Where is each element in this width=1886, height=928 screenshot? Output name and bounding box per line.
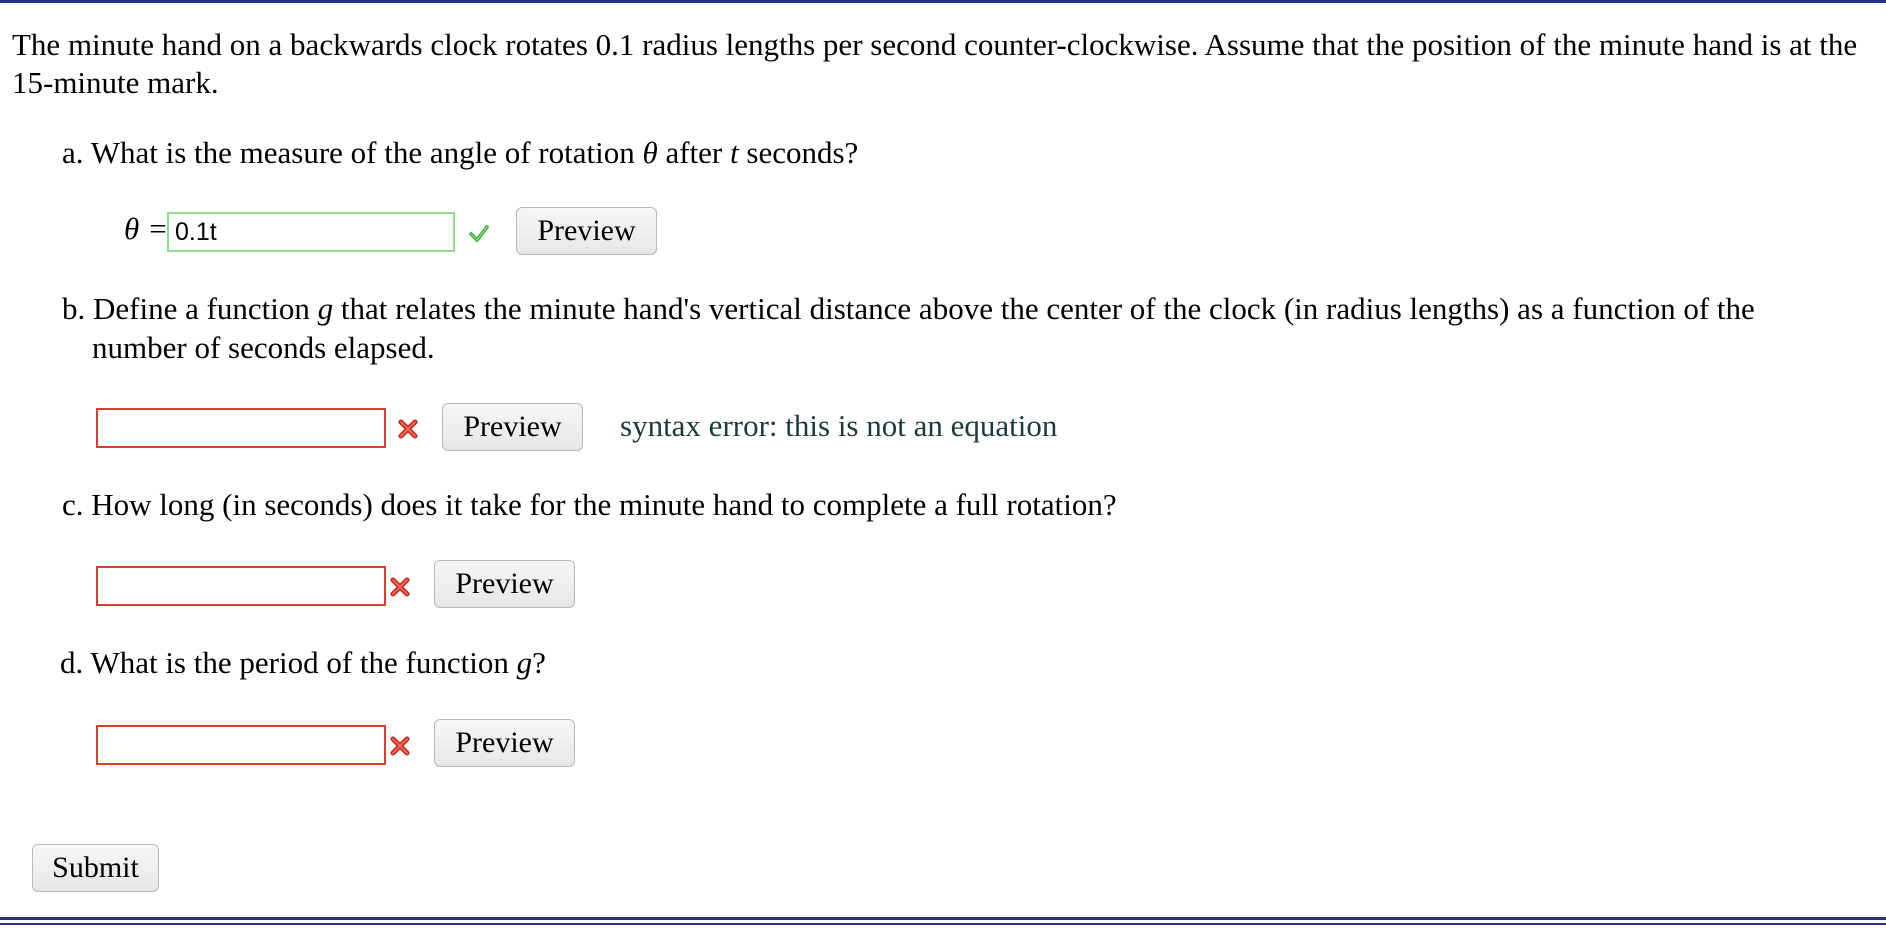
x-icon [397,418,419,440]
x-icon [389,576,411,598]
part-b-preview-button[interactable]: Preview [442,403,583,451]
part-d-preview-button[interactable]: Preview [434,719,575,767]
part-b-feedback: syntax error: this is not an equation [620,408,1058,443]
part-b-answer-input[interactable] [96,408,386,448]
x-icon [389,735,411,757]
check-icon [468,222,490,244]
part-d-answer-input[interactable] [96,725,386,765]
bottom-divider-secondary [0,923,1886,925]
part-c-question: c. How long (in seconds) does it take for the minute hand to complete a full rotation? [62,487,1117,522]
g-symbol: g [317,291,334,326]
part-c-preview-button[interactable]: Preview [434,560,575,608]
part-a-answer-label: θ = [124,211,167,246]
part-c-answer-input[interactable] [96,566,386,606]
part-a-question: a. What is the measure of the angle of rotation θ after t seconds? [62,135,859,170]
theta-symbol: θ [642,135,658,170]
bottom-divider [0,917,1886,920]
submit-button[interactable]: Submit [32,844,159,892]
t-symbol: t [730,135,739,170]
part-a-preview-button[interactable]: Preview [516,207,657,255]
problem-intro: The minute hand on a backwards clock rotates 0.1 radius lengths per second counter-clockwise. Assume that the position of the minute hand is at the 15-minute mark. [12,27,1858,100]
part-b-question-line2: number of seconds elapsed. [92,330,435,365]
g-symbol: g [516,645,533,680]
part-b-question: b. Define a function g that relates the minute hand's vertical distance above the center of the clock (in radius lengths) as a function of the [62,291,1755,326]
top-divider [0,0,1886,3]
part-a-answer-input[interactable] [167,212,455,252]
part-d-question: d. What is the period of the function g? [60,645,546,680]
